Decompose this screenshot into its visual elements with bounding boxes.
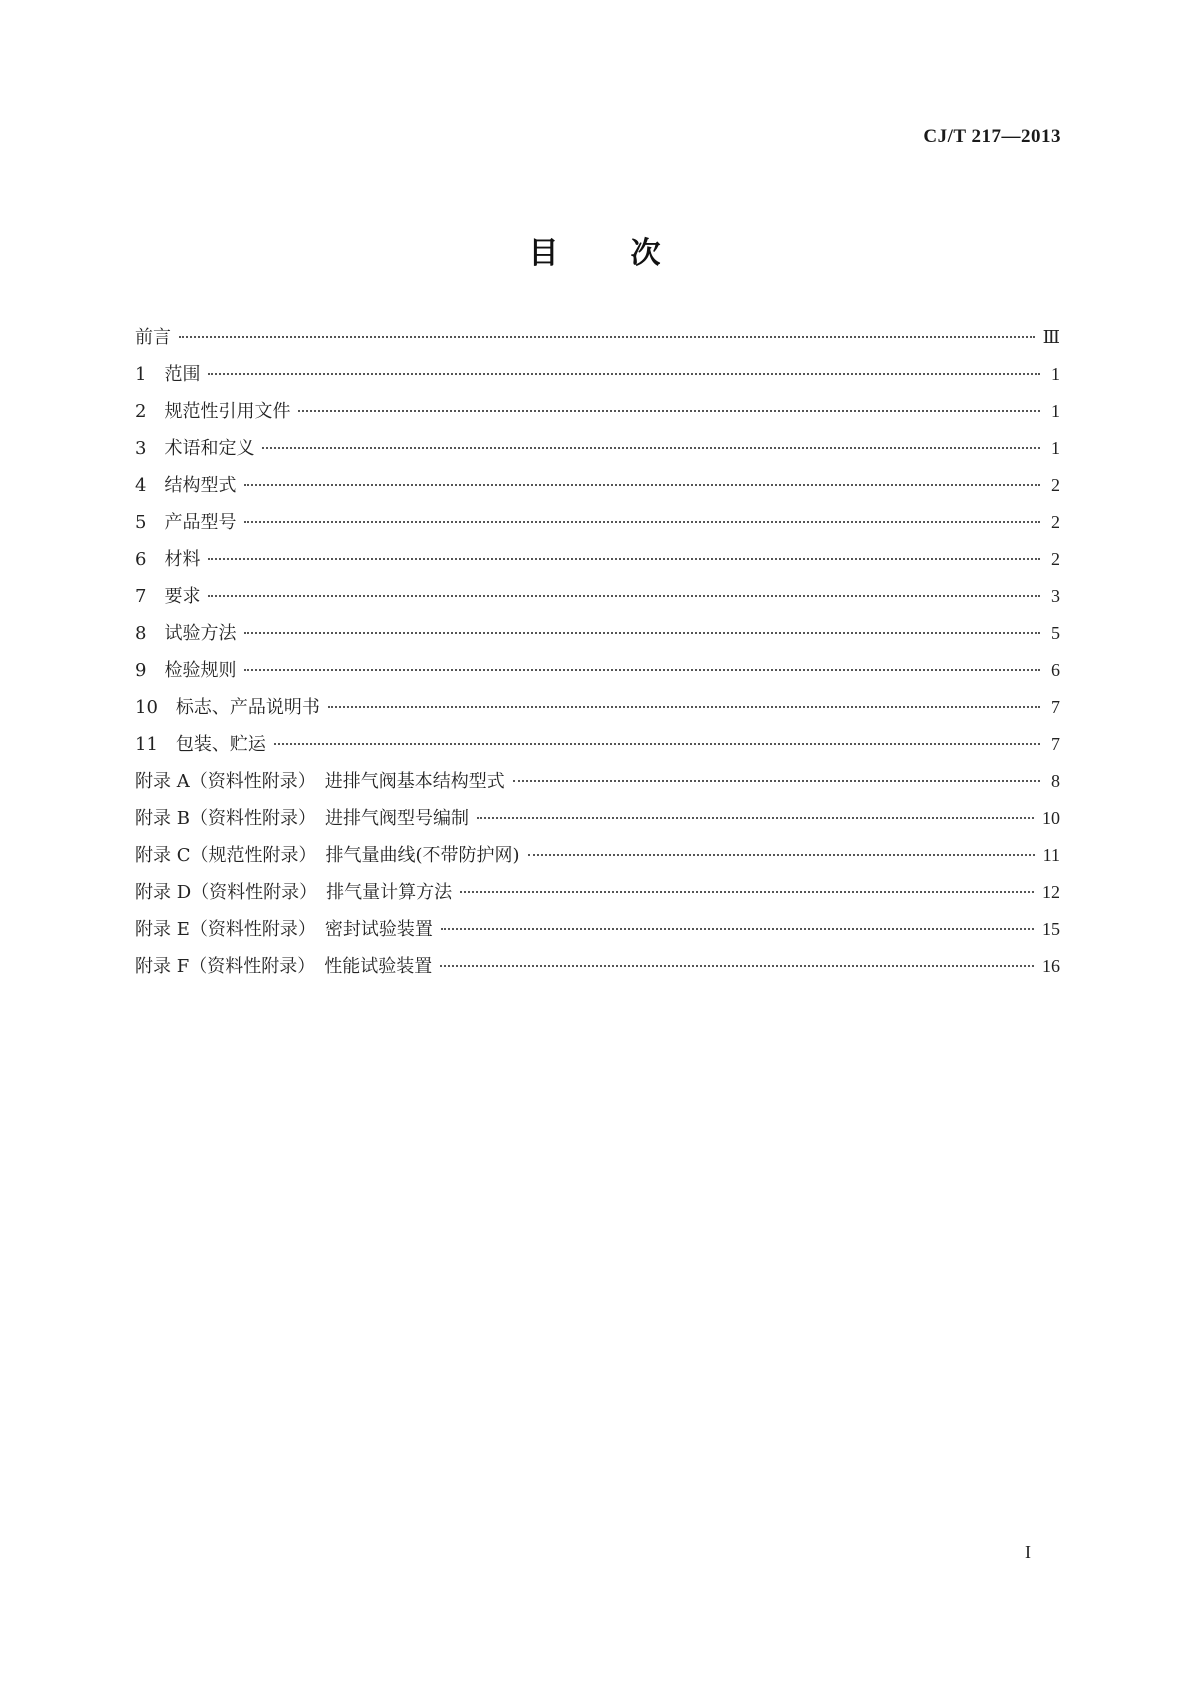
- toc-entry-label: 11 包装、贮运: [135, 734, 266, 755]
- toc-entry-annex-e[interactable]: [135, 916, 1060, 953]
- toc-leader-dots: [477, 817, 1034, 819]
- toc-entry-page: 5: [1051, 623, 1060, 643]
- toc-entry-page: 16: [1042, 956, 1060, 976]
- toc-entry-annex-f[interactable]: [135, 953, 1060, 990]
- toc-entry-page: 10: [1042, 808, 1060, 828]
- toc-entry-foreword[interactable]: [135, 324, 1060, 361]
- toc-leader-dots: [440, 965, 1034, 967]
- toc-leader-dots: [262, 447, 1040, 449]
- toc-entry-marking-manual[interactable]: [135, 694, 1060, 731]
- toc-entry-label: 附录 D（资料性附录） 排气量计算方法: [135, 882, 453, 903]
- toc-entry-label: 9 检验规则: [135, 660, 237, 681]
- toc-entry-page: 1: [1051, 438, 1060, 458]
- toc-leader-dots: [208, 558, 1040, 560]
- toc-entry-label: 6 材料: [135, 549, 201, 570]
- toc-entry-page: 6: [1051, 660, 1060, 680]
- toc-entry-label: 10 标志、产品说明书: [135, 697, 320, 718]
- toc-entry-annex-d[interactable]: [135, 879, 1060, 916]
- toc-leader-dots: [244, 632, 1040, 634]
- toc-leader-dots: [328, 706, 1040, 708]
- toc-leader-dots: [208, 595, 1040, 597]
- toc-entry-terms-definitions[interactable]: [135, 435, 1060, 472]
- toc-leader-dots: [179, 336, 1035, 338]
- toc-entry-label: 前言: [135, 327, 171, 348]
- toc-leader-dots: [244, 484, 1040, 486]
- toc-entry-page: Ⅲ: [1042, 327, 1060, 347]
- toc-entry-page: 3: [1051, 586, 1060, 606]
- toc-entry-label: 附录 F（资料性附录） 性能试验装置: [135, 956, 433, 977]
- toc-entry-annex-a[interactable]: [135, 768, 1060, 805]
- table-of-contents: [135, 324, 1060, 990]
- page-title: [0, 228, 1191, 272]
- toc-entry-label: 8 试验方法: [135, 623, 237, 644]
- standard-code: CJ/T 217—2013: [923, 126, 1061, 147]
- toc-entry-structure-type[interactable]: [135, 472, 1060, 509]
- toc-entry-page: 7: [1051, 734, 1060, 754]
- toc-entry-page: 2: [1051, 549, 1060, 569]
- toc-entry-label: 3 术语和定义: [135, 438, 255, 459]
- toc-entry-label: 附录 A（资料性附录） 进排气阀基本结构型式: [135, 771, 505, 792]
- toc-leader-dots: [441, 928, 1034, 930]
- toc-entry-page: 12: [1042, 882, 1060, 902]
- page-number: I: [1025, 1542, 1031, 1562]
- toc-leader-dots: [528, 854, 1035, 856]
- toc-entry-label: 4 结构型式: [135, 475, 237, 496]
- toc-leader-dots: [298, 410, 1040, 412]
- toc-entry-label: 5 产品型号: [135, 512, 237, 533]
- toc-leader-dots: [244, 669, 1040, 671]
- toc-entry-page: 1: [1051, 401, 1060, 421]
- toc-entry-packaging-storage[interactable]: [135, 731, 1060, 768]
- toc-entry-annex-c[interactable]: [135, 842, 1060, 879]
- toc-entry-page: 8: [1051, 771, 1060, 791]
- toc-entry-page: 11: [1042, 845, 1060, 865]
- toc-entry-normative-references[interactable]: [135, 398, 1060, 435]
- toc-entry-product-model[interactable]: [135, 509, 1060, 546]
- toc-entry-label: 附录 C（规范性附录） 排气量曲线(不带防护网): [135, 845, 520, 866]
- toc-entry-annex-b[interactable]: [135, 805, 1060, 842]
- toc-entry-label: 7 要求: [135, 586, 201, 607]
- page-title-char-1: 目: [528, 236, 561, 271]
- toc-entry-inspection-rules[interactable]: [135, 657, 1060, 694]
- toc-leader-dots: [513, 780, 1040, 782]
- toc-entry-page: 1: [1051, 364, 1060, 384]
- toc-entry-test-methods[interactable]: [135, 620, 1060, 657]
- toc-entry-requirements[interactable]: [135, 583, 1060, 620]
- toc-entry-materials[interactable]: [135, 546, 1060, 583]
- toc-entry-label: 1 范围: [135, 364, 201, 385]
- toc-leader-dots: [460, 891, 1034, 893]
- toc-entry-page: 2: [1051, 475, 1060, 495]
- page-title-char-2: 次: [630, 236, 663, 271]
- toc-entry-page: 15: [1042, 919, 1060, 939]
- toc-entry-label: 2 规范性引用文件: [135, 401, 291, 422]
- toc-leader-dots: [244, 521, 1040, 523]
- toc-entry-page: 7: [1051, 697, 1060, 717]
- toc-leader-dots: [208, 373, 1040, 375]
- toc-entry-page: 2: [1051, 512, 1060, 532]
- toc-entry-label: 附录 B（资料性附录） 进排气阀型号编制: [135, 808, 469, 829]
- toc-entry-label: 附录 E（资料性附录） 密封试验装置: [135, 919, 433, 940]
- toc-entry-scope[interactable]: [135, 361, 1060, 398]
- toc-leader-dots: [274, 743, 1040, 745]
